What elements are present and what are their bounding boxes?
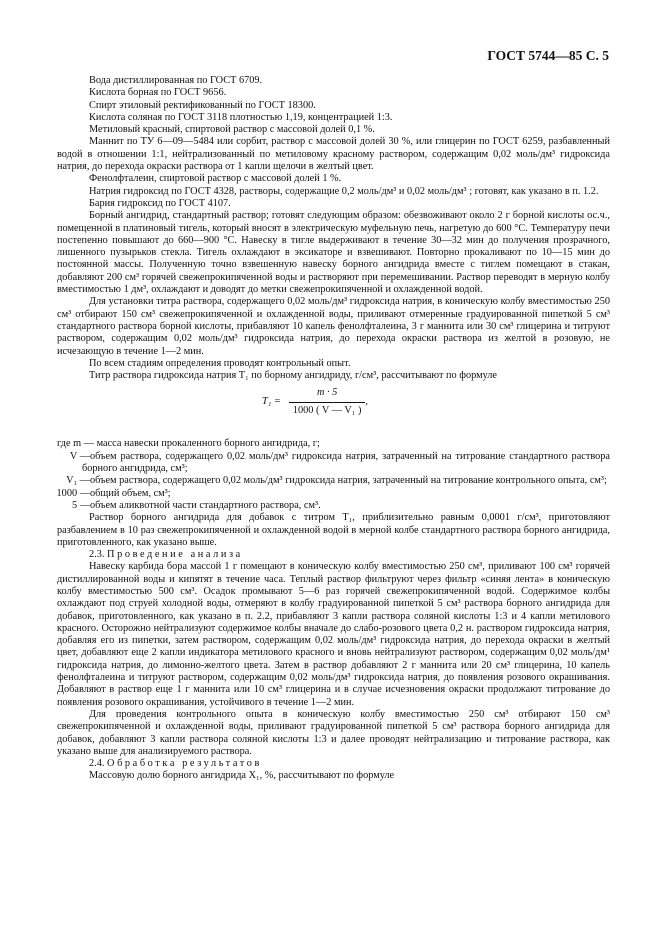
section-number: 2.4. xyxy=(89,758,105,770)
formula-numerator: m · 5 xyxy=(316,387,338,399)
paragraph: Бария гидроксид по ГОСТ 4107. xyxy=(89,197,231,209)
formula-legend xyxy=(57,438,610,512)
paragraph: Раствор борного ангидрида для добавок с титром T₁, приблизительно равным 0,0001 г/см³, приготовляют разбавлением в 10 раз свежепрокипяченной и охлажденной водой в мерной колбе стандартного раствора борного ангидрида, приготовленного, как указано выше. xyxy=(57,512,610,548)
formula-denominator: 1000 ( V — V₁ ) xyxy=(289,402,366,417)
formula-tail: , xyxy=(365,396,368,408)
legend-item xyxy=(57,488,610,500)
legend-text: объем раствора, содержащего 0,02 моль/дм³ гидроксида натрия, затраченный на титрование стандартного раствора борного ангидрида, см³; xyxy=(82,450,610,475)
paragraph: Титр раствора гидроксида натрия T₁ по борному ангидриду, г/см³, рассчитывают по формуле xyxy=(89,370,498,382)
paragraph: Фенолфталеин, спиртовой раствор с массовой долей 1 %. xyxy=(89,173,342,185)
legend-item xyxy=(57,438,610,450)
legend-text: масса навески прокаленного борного ангидрида, г; xyxy=(96,438,320,450)
paragraph: Борный ангидрид, стандартный раствор; готовят следующим образом: обезвоживают около 2 г борной кислоты ос.ч., помещенной в платиновый тигель, который вносят в электрическую муфельную печь, нагретую до 600 °С. Температуру печи постепенно повышают до 660—900 °С. Навеску в тигле выдерживают в течение 30—32 мин до получения прозрачного, лишенного пузырьков стекла. Тигель охлаждают в эксикаторе и взвешивают. Повторно прокаливают по 10—15 мин до постоянной массы. Полученную точно взвешенную навеску борного ангидрида вместе с тиглем помещают в стакан, добавляют 200 см³ горячей свежепрокипяченной воды и растворяют при перемешивании. Раствор переводят в мерную колбу вместимостью 1 дм³, охлаждают и доводят до метки свежепрокипяченной и охлажденной водой. xyxy=(57,210,610,296)
section-number: 2.3. xyxy=(89,549,105,561)
legend-item xyxy=(57,500,610,512)
paragraph: Для установки титра раствора, содержащего 0,02 моль/дм³ гидроксида натрия, в коническую колбу вместимостью 250 см³ отбирают 150 см³ свежепрокипяченной и охлажденной воды, приливают отмеренные градуированной пипеткой 5 см³ стандартного раствора борной кислоты, прибавляют 10 капель фенолфталеина, 3 г маннита или 30 см³ глицерина и титруют раствором, содержащим 0,02 моль/дм³ гидроксида натрия, до перехода окраски раствора из желтой в розовую, не исчезающую в течение 1—2 мин. xyxy=(57,296,610,357)
paragraph: Вода дистиллированная по ГОСТ 6709. xyxy=(89,75,263,86)
section-title: Обработка результатов xyxy=(107,758,262,770)
section-heading-2-3 xyxy=(57,549,610,561)
paragraph: Массовую долю борного ангидрида X₁, %, рассчитывают по формуле xyxy=(89,770,395,782)
paragraph: Кислота соляная по ГОСТ 3118 плотностью 1,19, концентрацией 1:3. xyxy=(89,111,393,123)
legend-symbol: V₁ — xyxy=(66,475,90,487)
legend-text: объем аликвотной части стандартного раствора, см³. xyxy=(90,499,321,511)
legend-symbol: 5 — xyxy=(71,499,90,511)
legend-symbol: V — xyxy=(69,450,90,462)
paragraph: Метиловый красный, спиртовой раствор с массовой долей 0,1 %. xyxy=(89,124,375,136)
paragraph: Спирт этиловый ректификованный по ГОСТ 18300. xyxy=(89,99,316,111)
legend-text: общий объем, см³; xyxy=(90,487,171,499)
legend-item xyxy=(57,451,610,476)
paragraph: Кислота борная по ГОСТ 9656. xyxy=(89,87,227,99)
page-header: ГОСТ 5744—85 С. 5 xyxy=(487,48,609,63)
paragraph: Навеску карбида бора массой 1 г помещают в коническую колбу вместимостью 250 см³, приливают 100 см³ горячей дистиллированной воды и кипятят в течение часа. Теплый раствор фильтруют через фильтр «синяя лента» в коническую колбу вместимостью 500 см³. Осадок промывают 5—6 раз горячей свежепрокипяченной водой. Содержимое колбы охлаждают под струей холодной воды, отмеряют в колбу градуированной пипеткой 5 см³ раствора борного ангидрида для добавок, приготовленного, как указано в п. 2.2, прибавляют 3 капли раствора соляной кислоты 1:3 и 4 капли метилового красного. Осторожно нейтрализуют содержимое колбы вначале до слабо-розового цвета 0,2 н. раствором гидроксида натрия, добавляя его из пипетки, затем раствором, содержащим 0,02 моль/дм³ гидроксида натрия, до перехода окраски в желтый цвет, добавляют еще 2 капли индикатора метилового красного и вновь нейтрализуют раствором, содержащим 0,02 моль/дм¹ гидроксида натрия, до лимонно-желтого цвета. Затем в раствор добавляют 2 г маннита или 20 см³ глицерина, 10 капель фенолфталеина и титруют раствором, содержащим 0,02 моль/дм³ гидроксида натрия, до появления розового окрашивания. Добавляют в раствор еще 1 г маннита или 10 см³ глицерина и в случае исчезновения окраски продолжают титрование до появления розового окрашивания, устойчивого в течение 1—2 мин. xyxy=(57,561,610,708)
legend-symbol: 1000 — xyxy=(56,487,90,499)
section-heading-2-4 xyxy=(57,758,610,770)
paragraph: Для проведения контрольного опыта в коническую колбу вместимостью 250 см³ отбирают 150 см³ свежепрокипяченной и охлажденной воды, приливают градуированной пипеткой 5 см³ раствора борного ангидрида для добавок, добавляют 3 капли раствора соляной кислоты 1:3 и далее проводят нейтрализацию и титрование раствора, как указано выше для анализируемого раствора. xyxy=(57,708,610,757)
titer-formula xyxy=(57,382,610,438)
paragraph: Маннит по ТУ 6—09—5484 или сорбит, раствор с массовой долей 30 %, или глицерин по ГОСТ 6259, разбавленный водой в отношении 1:1, нейтрализованный по метиловому красному раствором, содержащим 0,02 моль/дм³ гидроксида натрия, до перехода окраски раствора от 1 капли щелочи в желтый цвет. xyxy=(57,136,610,173)
section-title: Проведение анализа xyxy=(107,549,243,561)
legend-text: объем раствора, содержащего 0,02 моль/дм³ гидроксида натрия, затраченный на титрование контрольного опыта, см³; xyxy=(90,475,607,487)
paragraph: Натрия гидроксид по ГОСТ 4328, растворы, содержащие 0,2 моль/дм³ и 0,02 моль/дм³ ; готовят, как указано в п. 1.2. xyxy=(89,185,599,197)
paragraph: По всем стадиям определения проводят контрольный опыт. xyxy=(89,357,351,369)
formula-lhs: T₁ = xyxy=(262,396,281,408)
legend-item xyxy=(57,475,610,487)
legend-symbol: где m — xyxy=(57,438,94,450)
document-body xyxy=(57,75,610,783)
